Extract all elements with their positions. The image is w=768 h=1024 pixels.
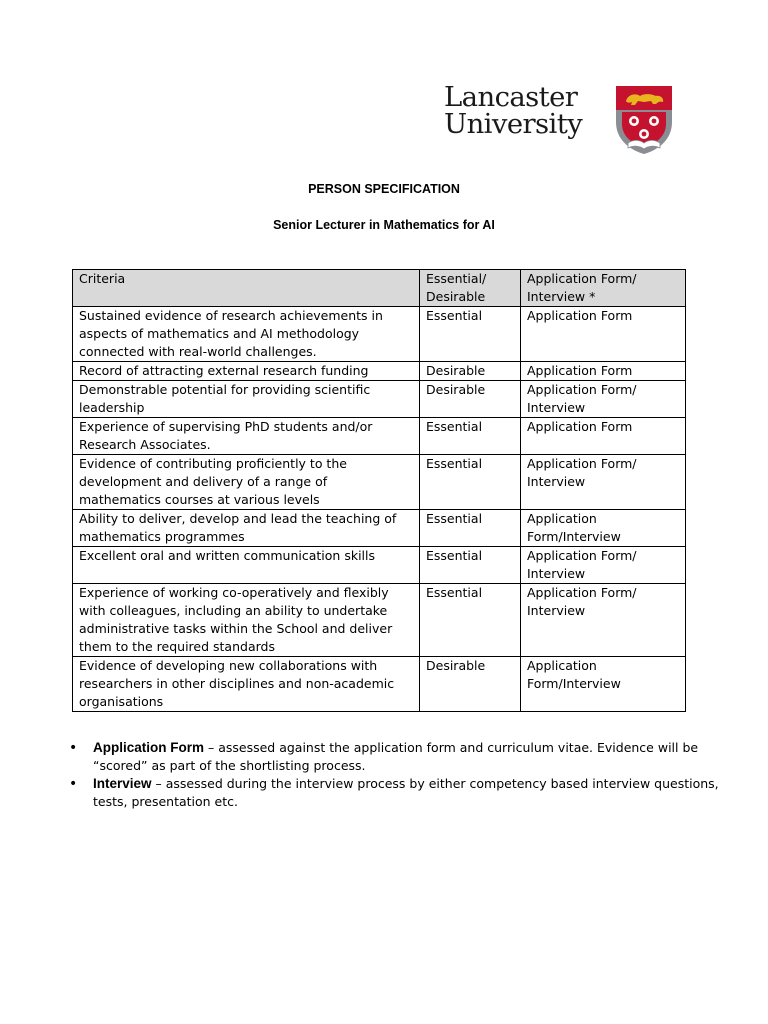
note-text: – assessed against the application form and curriculum vitae. Evidence will be “scored” as part of the shortlisting process. xyxy=(93,740,699,773)
criteria-cell: Experience of working co-operatively and flexibly with colleagues, including an ability to undertake administrative tasks within the School and deliver them to the required standards xyxy=(73,584,420,657)
table-row xyxy=(73,547,686,584)
level-cell: Desirable xyxy=(420,381,521,418)
assessment-cell: Application Form xyxy=(521,362,686,381)
level-cell: Essential xyxy=(420,584,521,657)
level-cell: Essential xyxy=(420,418,521,455)
criteria-cell: Ability to deliver, develop and lead the teaching of mathematics programmes xyxy=(73,510,420,547)
table-row xyxy=(73,418,686,455)
note-text: – assessed during the interview process by either competency based interview questions, tests, presentation etc. xyxy=(93,776,719,809)
table-row xyxy=(73,657,686,712)
logo-line-1: Lancaster xyxy=(444,81,578,113)
level-cell: Desirable xyxy=(420,657,521,712)
header-assessment: Application Form/ Interview * xyxy=(521,270,686,307)
note-term: Interview xyxy=(93,776,152,791)
person-specification-table xyxy=(72,269,686,712)
table-row xyxy=(73,455,686,510)
header-criteria: Criteria xyxy=(73,270,420,307)
level-cell: Essential xyxy=(420,455,521,510)
assessment-cell: Application Form xyxy=(521,418,686,455)
level-cell: Essential xyxy=(420,307,521,362)
bullet-icon: • xyxy=(69,776,78,792)
document-title: PERSON SPECIFICATION xyxy=(308,182,460,196)
table-row xyxy=(73,510,686,547)
criteria-cell: Experience of supervising PhD students and/or Research Associates. xyxy=(73,418,420,455)
assessment-cell: Application Form/ Interview xyxy=(521,584,686,657)
list-item xyxy=(69,739,724,775)
table-row xyxy=(73,362,686,381)
table-row xyxy=(73,584,686,657)
assessment-cell: Application Form/ Interview xyxy=(521,381,686,418)
criteria-cell: Excellent oral and written communication skills xyxy=(73,547,420,584)
level-cell: Essential xyxy=(420,547,521,584)
assessment-cell: Application Form xyxy=(521,307,686,362)
header-essential-desirable: Essential/ Desirable xyxy=(420,270,521,307)
table-row xyxy=(73,307,686,362)
criteria-cell: Demonstrable potential for providing scientific leadership xyxy=(73,381,420,418)
assessment-cell: Application Form/Interview xyxy=(521,657,686,712)
document-subtitle: Senior Lecturer in Mathematics for AI xyxy=(273,218,495,232)
criteria-cell: Evidence of contributing proficiently to the development and delivery of a range of mathematics courses at various levels xyxy=(73,455,420,510)
table-row xyxy=(73,381,686,418)
criteria-cell: Evidence of developing new collaborations with researchers in other disciplines and non-academic organisations xyxy=(73,657,420,712)
note-term: Application Form xyxy=(93,740,204,755)
level-cell: Desirable xyxy=(420,362,521,381)
assessment-cell: Application Form/ Interview xyxy=(521,455,686,510)
assessment-notes-list xyxy=(69,739,724,811)
bullet-icon: • xyxy=(69,740,78,756)
logo-line-2: University xyxy=(444,108,583,140)
university-crest-icon xyxy=(614,84,674,156)
level-cell: Essential xyxy=(420,510,521,547)
table-header-row xyxy=(73,270,686,307)
assessment-cell: Application Form/ Interview xyxy=(521,547,686,584)
assessment-cell: Application Form/Interview xyxy=(521,510,686,547)
criteria-cell: Sustained evidence of research achievements in aspects of mathematics and AI methodology connected with real-world challenges. xyxy=(73,307,420,362)
logo-wordmark xyxy=(444,81,583,140)
criteria-cell: Record of attracting external research funding xyxy=(73,362,420,381)
list-item xyxy=(69,775,724,811)
lancaster-university-logo xyxy=(444,81,674,158)
